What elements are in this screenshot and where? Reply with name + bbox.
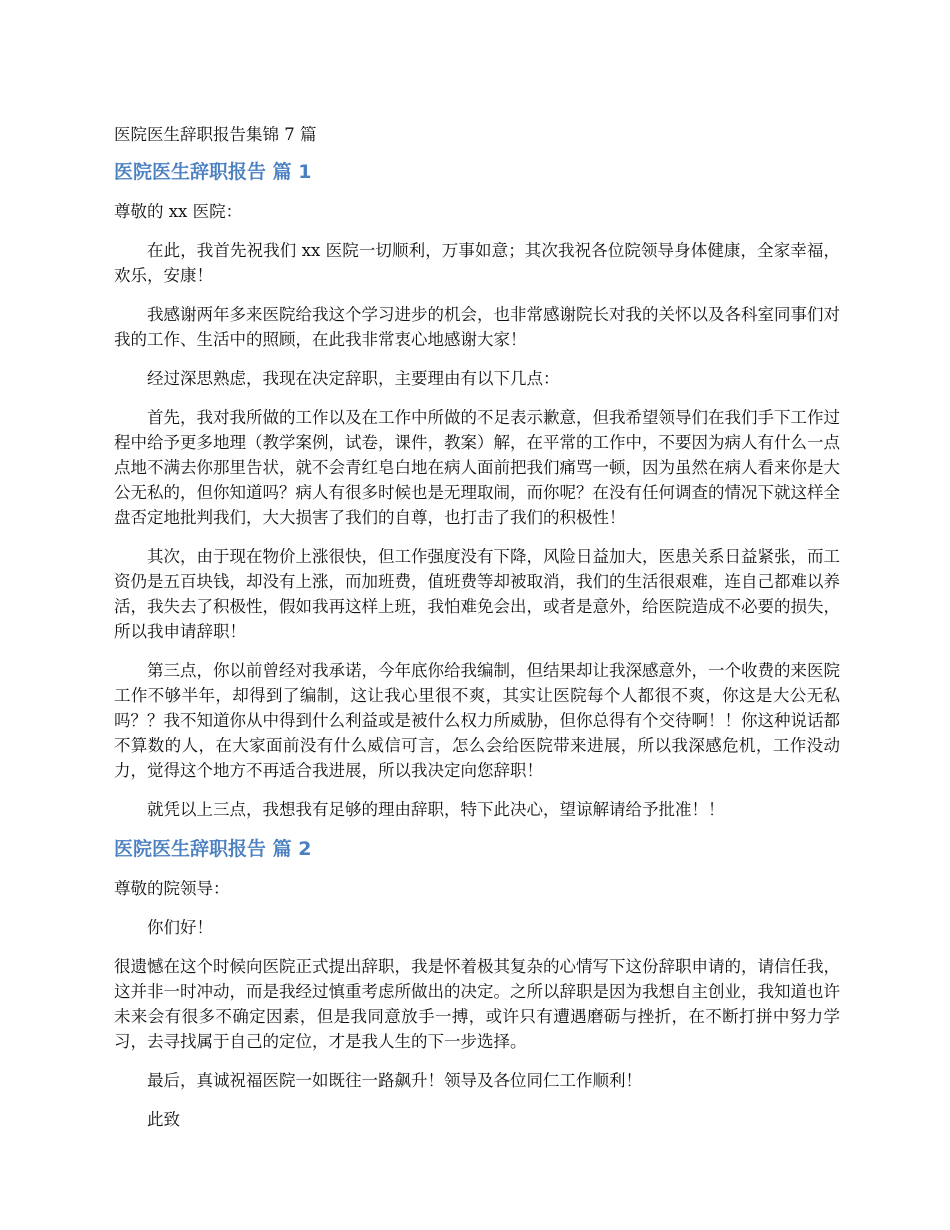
document-page [114, 122, 840, 1146]
paragraph: 经过深思熟虑，我现在决定辞职，主要理由有以下几点： [147, 369, 560, 388]
paragraph: 就凭以上三点，我想我有足够的理由辞职，特下此决心，望谅解请给予批准！！ [147, 800, 725, 819]
paragraph: 其次，由于现在物价上涨很快，但工作强度没有下降，风险日益加大，医患关系日益紧张，而工资仍是五百块钱，却没有上涨，而加班费，值班费等却被取消，我们的生活很艰难，连自己都难以养活，我失去了积极性，假如我再这样上班，我怕难免会出，或者是意外，给医院造成不必要的损失，所以我申请辞职！ [114, 547, 840, 641]
paragraph: 第三点，你以前曾经对我承诺，今年底你给我编制，但结果却让我深感意外，一个收费的来医院工作不够半年，却得到了编制，这让我心里很不爽，其实让医院每个人都很不爽，你这是大公无私吗？？我不知道你从中得到什么利益或是被什么权力所威胁，但你总得有个交待啊！！你这种说话都不算数的人，在大家面前没有什么威信可言，怎么会给医院带来进展，所以我深感危机，工作没动力，觉得这个地方不再适合我进展，所以我决定向您辞职！ [114, 661, 840, 780]
closing: 此致 [147, 1110, 180, 1129]
section-2 [114, 836, 840, 1132]
document-title: 医院医生辞职报告集锦 7 篇 [114, 125, 317, 144]
paragraph: 首先，我对我所做的工作以及在工作中所做的不足表示歉意，但我希望领导们在我们手下工作过程中给予更多地理（教学案例，试卷，课件，教案）解，在平常的工作中，不要因为病人有什么一点点地不满去你那里告状，就不会青红皂白地在病人面前把我们痛骂一顿，因为虽然在病人看来你是大公无私的，但你知道吗？病人有很多时候也是无理取闹，而你呢？在没有任何调查的情况下就这样全盘否定地批判我们，大大损害了我们的自尊，也打击了我们的积极性！ [114, 408, 840, 527]
salutation: 尊敬的 xx 医院： [114, 202, 243, 221]
salutation: 尊敬的院领导： [114, 879, 230, 898]
greeting: 你们好！ [147, 918, 213, 937]
section-heading: 医院医生辞职报告 篇 2 [114, 838, 312, 860]
paragraph: 在此，我首先祝我们 xx 医院一切顺利，万事如意；其次我祝各位院领导身体健康，全家幸福，欢乐，安康！ [114, 241, 840, 285]
section-1 [114, 159, 840, 822]
closing-wish: 最后，真诚祝福医院一如既往一路飙升！领导及各位同仁工作顺利！ [147, 1071, 642, 1090]
paragraph: 我感谢两年多来医院给我这个学习进步的机会，也非常感谢院长对我的关怀以及各科室同事们对我的工作、生活中的照顾，在此我非常衷心地感谢大家！ [114, 305, 840, 349]
section-heading: 医院医生辞职报告 篇 1 [114, 161, 312, 183]
paragraph: 很遗憾在这个时候向医院正式提出辞职，我是怀着极其复杂的心情写下这份辞职申请的，请信任我，这并非一时冲动，而是我经过慎重考虑所做出的决定。之所以辞职是因为我想自主创业，我知道也许未来会有很多不确定因素，但是我同意放手一搏，或许只有遭遇磨砺与挫折，在不断打拼中努力学习，去寻找属于自己的定位，才是我人生的下一步选择。 [114, 957, 840, 1051]
